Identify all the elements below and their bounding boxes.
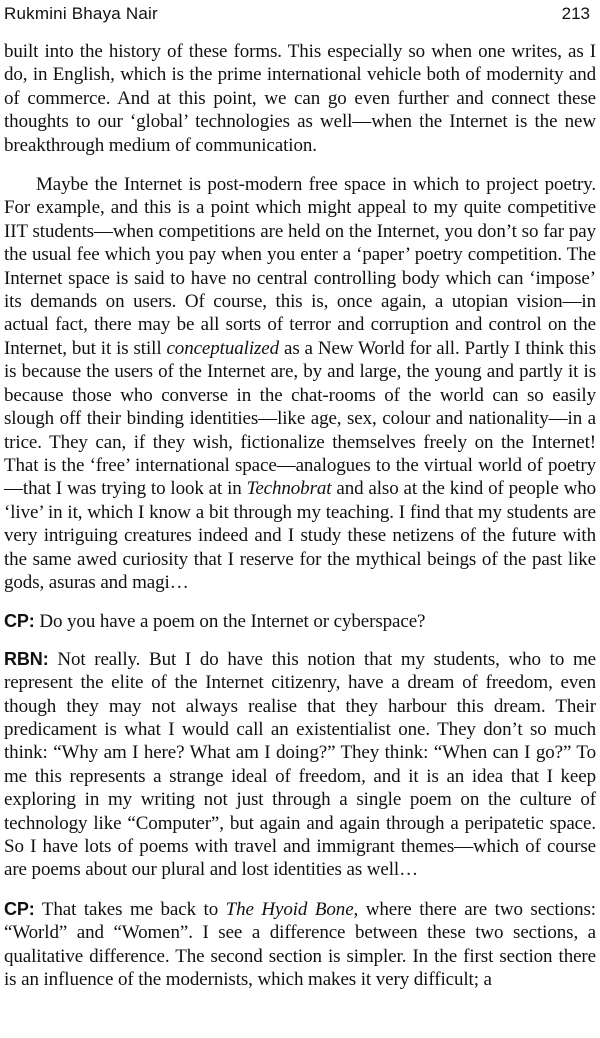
paragraph-internet	[4, 173, 596, 594]
paragraph-text-part: Maybe the Internet is post-modern free space in which to project poetry. For example, and this is a point which might appeal to my quite competitive IIT students—when competitions are held on the Internet, you don’t so far pay the usual fee which you pay when you enter a ‘paper’ poetry competition. The Internet space is said to have no central controlling body which can ‘impose’ its demands on users. Of course, this is, once again, a utopian vision—in actual fact, there may be all sorts of terror and corruption and control on the Internet, but it is still	[4, 174, 596, 359]
question-text-part: , where there are two sections: “World” and “Women”. I see a difference between these two sections, a qualitative difference. The second section is simpler. In the first section there is an influence of the modernists, which makes it very difficult; a	[4, 898, 596, 991]
answer-rbn-1	[4, 648, 596, 882]
question-cp-2	[4, 898, 596, 992]
paragraph-text-part: as a New World for all. Partly I think this is because the users of the Internet are, by and large, the young and partly it is because those who converse in the chat-rooms of the world can so easily slough off their binding identities—like age, sex, colour and nationality—in a trice. They can, if they wish, fictionalize themselves freely on the Internet! That is the ‘free’ international space—analogues to the virtual world of poetry—that I was trying to look at in	[4, 337, 597, 500]
speaker-label-cp: CP:	[4, 611, 35, 632]
speaker-label-rbn: RBN:	[4, 648, 49, 669]
question-text-part: That takes me back to	[34, 898, 226, 920]
question-text: Do you have a poem on the Internet or cyberspace?	[34, 611, 426, 633]
paragraph-continued	[4, 40, 596, 157]
paragraph-text: built into the history of these forms. This especially so when one writes, as I do, in English, which is the prime international vehicle both of modernity and of commerce. And at this point, we can go even further and connect these thoughts to our ‘global’ technologies as well—when the Internet is the new breakthrough medium of communication.	[4, 41, 596, 156]
answer-text: Not really. But I do have this notion that my students, who to me represent the elite of the Internet citizenry, have a dream of freedom, even though they may not always realise that they harbour this dream. Their predicament is what I would call an existentialist one. They don’t so much think: “Why am I here? What am I doing?” They think: “When can I go?” To me this represents a strange ideal of freedom, and it is an idea that I keep exploring in my writing not just through a single poem on the culture of technology like “Computer”, but again and again through a peripatetic space. So I have lots of poems with travel and immigrant themes—which of course are poems about our plural and lost identities as well…	[4, 648, 596, 881]
emphasis-conceptualized: conceptualized	[166, 337, 280, 359]
running-head	[4, 2, 590, 32]
question-cp-1	[4, 610, 596, 633]
title-technobrat: Technobrat	[246, 478, 332, 500]
body-text	[4, 40, 596, 1007]
title-hyoid-bone: The Hyoid Bone	[225, 898, 354, 920]
running-head-author: Rukmini Bhaya Nair	[4, 4, 158, 23]
speaker-label-cp: CP:	[4, 898, 35, 919]
paragraph-text-part: and also at the kind of people who ‘live’ in it, which I know a bit through my teaching. I find that my students are very intriguing creatures indeed and I study these netizens of the future with the same awed curiosity that I reserve for the mythical beings of the past like gods, asuras and magi…	[4, 478, 596, 593]
page-number: 213	[561, 4, 590, 23]
